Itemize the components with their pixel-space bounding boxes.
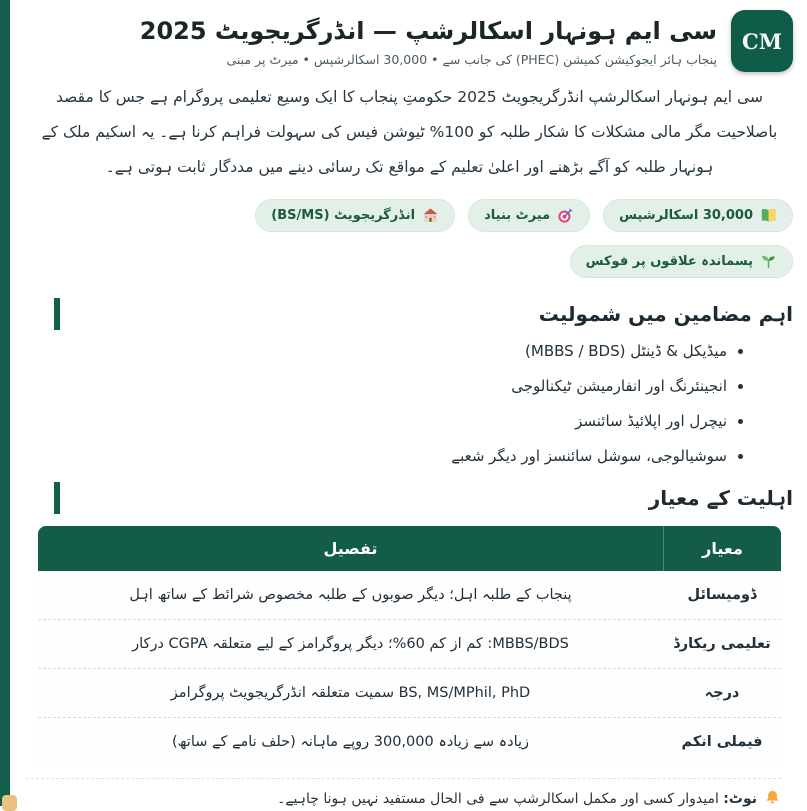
table-row [38, 717, 781, 766]
criteria-cell: درجہ [704, 684, 740, 701]
subjects-list [26, 342, 757, 465]
table-header-row [38, 526, 781, 571]
footer-note [26, 778, 781, 810]
seedling-icon [760, 253, 777, 270]
subjects-section-heading: اہم مضامین میں شمولیت [26, 298, 793, 330]
pill-label: 30,000 اسکالرشپس [619, 207, 753, 223]
pill-undergraduate [255, 199, 455, 232]
pill-backward-areas-focus [570, 245, 793, 278]
table-row [38, 619, 781, 668]
note-text [277, 791, 757, 807]
note-label: نوٹ: [723, 791, 757, 808]
detail-cell: زیادہ سے زیادہ 300,000 روپے ماہانہ (حلف نامے کے ساتھ) [171, 733, 530, 750]
target-icon [557, 207, 574, 224]
list-item: • انجینئرنگ اور انفارمیشن ٹیکنالوجی [26, 377, 727, 395]
page-subtitle: پنجاب ہائر ایجوکیشن کمیشن (PHEC) کی جانب سے • 30,000 اسکالرشپس • میرٹ پر مبنی [226, 52, 717, 68]
school-icon [422, 207, 439, 224]
bell-icon [764, 789, 781, 810]
pill-label: انڈرگریجویٹ (BS/MS) [271, 207, 416, 223]
intro-paragraph: سی ایم ہونہار اسکالرشپ انڈرگریجویٹ 2025 حکومتِ پنجاب کا ایک وسیع تعلیمی پروگرام ہے جس کا مقصد باصلاحیت مگر مالی مشکلات کا شکار طلبہ کو 100% ٹیوشن فیس کی سہولت فراہم کرنا ہے۔ یہ اسکیم ملک کے ہونہار طلبہ کو آگے بڑھنے اور اعلیٰ تعلیم کے مواقع تک رسائی دینے میں مددگار ثابت ہوتی ہے۔ [41, 88, 778, 176]
detail-cell: MBBS/BDS: کم از کم 60%؛ دیگر پروگرامز کے لیے متعلقہ CGPA درکار [132, 635, 569, 652]
column-header-detail: تفصیل [323, 538, 378, 558]
list-item: • میڈیکل & ڈینٹل (MBBS / BDS) [26, 342, 727, 360]
detail-cell: BS, MS/MPhil, PhD سمیت متعلقہ انڈرگریجویٹ پروگرامز [170, 684, 531, 701]
scholarship-page [26, 0, 793, 810]
header-text [140, 15, 717, 67]
table-row [38, 571, 781, 619]
book-icon [760, 207, 777, 224]
criteria-cell: فیملی انکم [681, 733, 763, 750]
pill-label: میرٹ بنیاد [484, 207, 551, 223]
eligibility-section-heading: اہلیت کے معیار [26, 482, 793, 514]
note-body: امیدوار کسی اور مکمل اسکالرشپ سے فی الحال مستفید نہیں ہونا چاہیے۔ [277, 791, 719, 808]
eligibility-table [38, 526, 781, 766]
criteria-cell: تعلیمی ریکارڈ [673, 635, 771, 652]
list-item: • سوشیالوجی، سوشل سائنسز اور دیگر شعبے [26, 447, 727, 465]
cm-logo-badge: CM [731, 10, 793, 72]
pill-scholarships-count [603, 199, 793, 232]
table-row [38, 668, 781, 717]
column-header-criteria: معیار [663, 526, 781, 571]
page-header [26, 10, 793, 72]
page-title: سی ایم ہونہار اسکالرشپ — انڈرگریجویٹ 2025 [139, 16, 717, 45]
left-accent-strip [0, 0, 10, 806]
criteria-cell: ڈومیسائل [687, 586, 757, 603]
list-item: • نیچرل اور اپلائیڈ سائنسز [26, 412, 727, 430]
pill-merit-based [468, 199, 590, 232]
stat-pills-row [26, 199, 793, 278]
clipped-emoji-artifact [2, 795, 17, 811]
detail-cell: پنجاب کے طلبہ اہل؛ دیگر صوبوں کے طلبہ مخصوص شرائط کے ساتھ اہل [129, 586, 572, 603]
pill-label: پسماندہ علاقوں پر فوکس [585, 253, 753, 269]
